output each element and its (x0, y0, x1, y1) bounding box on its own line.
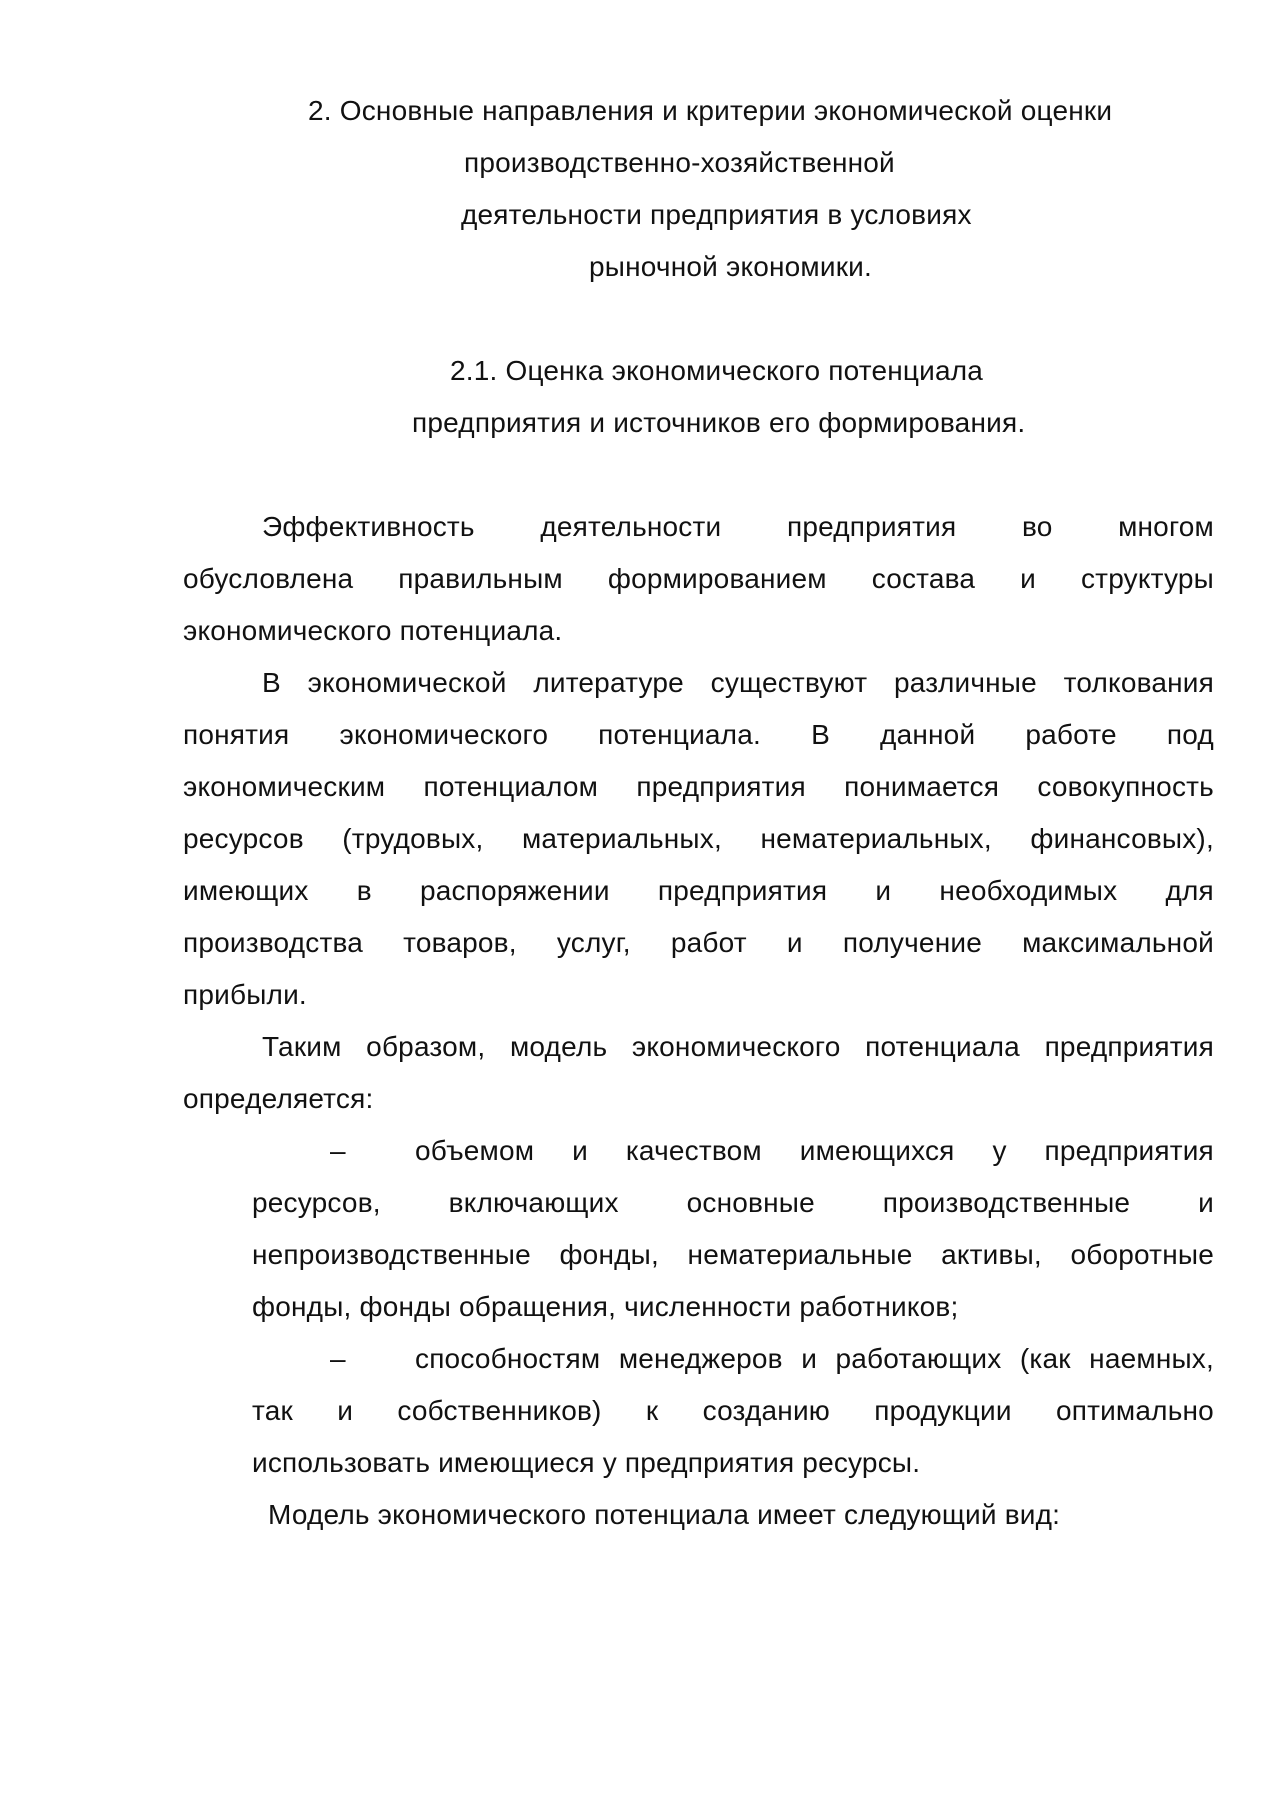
word: непроизводственные (252, 1239, 531, 1270)
word: и (1020, 563, 1037, 594)
bullet-2-line-2 (252, 1394, 1214, 1428)
word: экономическим (183, 771, 386, 802)
word: нематериальных, (760, 823, 992, 854)
word: образом, (366, 1031, 486, 1062)
word: фонды, (559, 1239, 659, 1270)
word: предприятия (786, 511, 957, 542)
word: включающих (448, 1187, 619, 1218)
word: ресурсов, (252, 1187, 381, 1218)
word: понятия (183, 719, 290, 750)
paragraph-3-line-2: определяется: (183, 1083, 374, 1114)
word: оборотные (1070, 1239, 1214, 1270)
word: имеющихся (799, 1135, 955, 1166)
word: объемом (415, 1135, 535, 1166)
word: производственные (882, 1187, 1131, 1218)
word: способностям (415, 1343, 601, 1374)
word: нематериальные (687, 1239, 913, 1270)
word: оптимально (1055, 1395, 1214, 1426)
word: предприятия (1044, 1031, 1214, 1062)
word: предприятия (657, 875, 828, 906)
word: товаров, (403, 927, 517, 958)
word: экономического (339, 719, 549, 750)
word: и (1198, 1187, 1214, 1218)
word: финансовых), (1030, 823, 1214, 854)
word: структуры (1080, 563, 1214, 594)
word: предприятия (1044, 1135, 1214, 1166)
word: Таким (262, 1031, 342, 1062)
bullet-2-marker: – (330, 1343, 346, 1374)
word: предприятия (636, 771, 806, 802)
word: правильным (398, 563, 563, 594)
word: под (1166, 719, 1214, 750)
word: понимается (844, 771, 1000, 802)
word: модель (509, 1031, 608, 1062)
word: формированием (607, 563, 827, 594)
word: различные (894, 667, 1037, 698)
paragraph-2-line-5 (183, 874, 1214, 908)
word: многом (1118, 511, 1214, 542)
heading-main-line-1: 2. Основные направления и критерии экономической оценки (308, 95, 1113, 126)
word: данной (880, 719, 976, 750)
word: во (1021, 511, 1053, 542)
bullet-1-line-1 (415, 1134, 1214, 1168)
word: наемных, (1089, 1343, 1214, 1374)
word: и (337, 1395, 354, 1426)
word: потенциалом (423, 771, 599, 802)
word: у (992, 1135, 1007, 1166)
word: литературе (533, 667, 684, 698)
word: распоряжении (419, 875, 610, 906)
paragraph-3-line-1 (262, 1030, 1214, 1064)
paragraph-2-line-7: прибыли. (183, 979, 307, 1010)
word: толкования (1063, 667, 1214, 698)
word: обусловлена (183, 563, 354, 594)
word: необходимых (939, 875, 1118, 906)
word: (трудовых, (342, 823, 484, 854)
paragraph-1-line-2 (183, 562, 1214, 596)
word: к (645, 1395, 659, 1426)
paragraph-2-line-6 (183, 926, 1214, 960)
word: совокупность (1037, 771, 1214, 802)
word: состава (871, 563, 976, 594)
word: Эффективность (262, 511, 475, 542)
bullet-1-line-4: фонды, фонды обращения, численности работников; (252, 1291, 959, 1322)
word: и (572, 1135, 588, 1166)
bullet-1-line-3 (252, 1238, 1214, 1272)
word: качеством (625, 1135, 762, 1166)
heading-main-line-4: рыночной экономики. (589, 251, 872, 282)
word: работе (1025, 719, 1117, 750)
heading-sub-line-2: предприятия и источников его формирования. (412, 407, 1026, 438)
word: максимальной (1022, 927, 1214, 958)
bullet-2-line-3: использовать имеющиеся у предприятия ресурсы. (252, 1447, 921, 1478)
word: потенциала. (598, 719, 761, 750)
word: и (801, 1343, 818, 1374)
word: в (356, 875, 372, 906)
word: собственников) (397, 1395, 602, 1426)
bullet-2-line-1 (415, 1342, 1214, 1376)
word: и (786, 927, 803, 958)
heading-sub-line-1: 2.1. Оценка экономического потенциала (450, 355, 984, 386)
bullet-1-line-2 (252, 1186, 1214, 1220)
word: В (262, 667, 281, 698)
heading-main-line-3: деятельности предприятия в условиях (461, 199, 972, 230)
word: имеющих (183, 875, 309, 906)
word: (как (1019, 1343, 1071, 1374)
word: и (875, 875, 892, 906)
word: работ (670, 927, 747, 958)
paragraph-2-line-4 (183, 822, 1214, 856)
word: основные (686, 1187, 815, 1218)
word: менеджеров (618, 1343, 783, 1374)
paragraph-1-line-3: экономического потенциала. (183, 615, 563, 646)
word: экономического (631, 1031, 841, 1062)
word: для (1165, 875, 1214, 906)
word: материальных, (521, 823, 722, 854)
word: экономической (307, 667, 507, 698)
word: существуют (710, 667, 868, 698)
closing-line: Модель экономического потенциала имеет следующий вид: (268, 1499, 1061, 1530)
word: получение (842, 927, 982, 958)
heading-main-line-2: производственно-хозяйственной (464, 147, 895, 178)
word: В (811, 719, 830, 750)
word: работающих (835, 1343, 1002, 1374)
word: потенциала (865, 1031, 1020, 1062)
word: ресурсов (183, 823, 304, 854)
word: услуг, (556, 927, 631, 958)
paragraph-1-line-1 (262, 510, 1214, 544)
word: продукции (874, 1395, 1012, 1426)
paragraph-2-line-3 (183, 770, 1214, 804)
word: производства (183, 927, 363, 958)
bullet-1-marker: – (330, 1135, 346, 1166)
word: активы, (941, 1239, 1042, 1270)
word: так (252, 1395, 293, 1426)
paragraph-2-line-1 (262, 666, 1214, 700)
paragraph-2-line-2 (183, 718, 1214, 752)
word: деятельности (540, 511, 722, 542)
word: созданию (702, 1395, 830, 1426)
